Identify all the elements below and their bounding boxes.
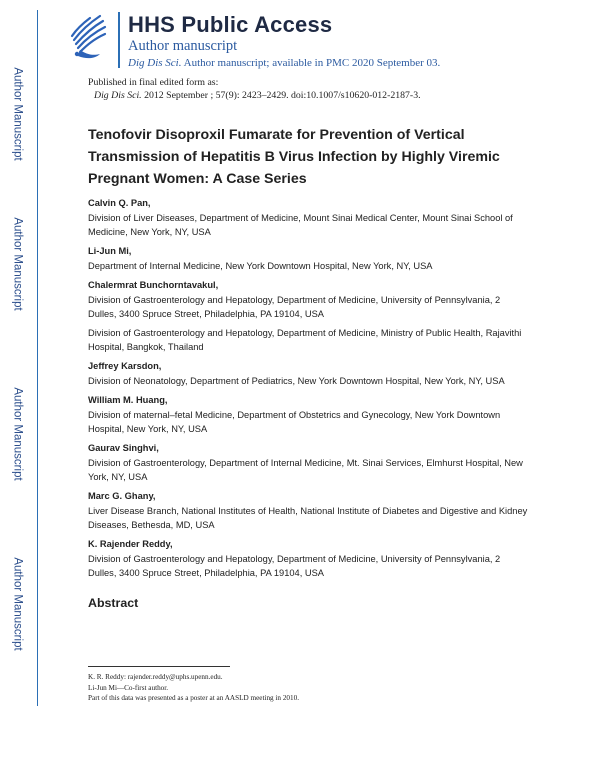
header-rule bbox=[118, 12, 120, 68]
hhs-eagle-logo-icon bbox=[66, 10, 110, 62]
author-entry bbox=[88, 278, 528, 354]
author-name: William M. Huang, bbox=[88, 395, 168, 405]
author-affiliation: Division of Neonatology, Department of Pediatrics, New York Downtown Hospital, New York, NY, USA bbox=[88, 376, 505, 386]
author-list bbox=[88, 196, 528, 585]
publication-info bbox=[88, 76, 421, 102]
brand-title: HHS Public Access bbox=[128, 12, 333, 37]
footnotes bbox=[88, 672, 299, 704]
author-entry bbox=[88, 393, 528, 436]
article-title: Tenofovir Disoproxil Fumarate for Prevention of Vertical Transmission of Hepatitis B Virus Infection by Highly Viremic Pregnant Women: A Case Series bbox=[88, 127, 500, 187]
footnote-line: K. R. Reddy: rajender.reddy@uphs.upenn.edu. bbox=[88, 673, 223, 681]
author-name: K. Rajender Reddy, bbox=[88, 539, 173, 549]
side-label-author-manuscript: Author Manuscript bbox=[12, 217, 25, 311]
footnote-line: Li-Jun Mi—Co-first author. bbox=[88, 683, 169, 692]
author-name: Chalermrat Bunchorntavakul, bbox=[88, 280, 219, 290]
author-affiliation: Division of Gastroenterology and Hepatology, Department of Medicine, Ministry of Public Health, Rajavithi Hospital, Bangkok, Thailand bbox=[88, 328, 522, 352]
side-label-author-manuscript: Author Manuscript bbox=[12, 387, 25, 481]
author-affiliation: Liver Disease Branch, National Institutes of Health, National Institute of Diabetes and Digestive and Kidney Diseases, Bethesda, MD, USA bbox=[88, 506, 528, 530]
author-affiliation: Division of Liver Diseases, Department of Medicine, Mount Sinai Medical Center, Mount Sinai School of Medicine, New York, NY, USA bbox=[88, 213, 513, 237]
author-affiliation: Division of maternal–fetal Medicine, Department of Obstetrics and Gynecology, New York Downtown Hospital, New York, NY, USA bbox=[88, 410, 501, 434]
author-name: Li-Jun Mi, bbox=[88, 246, 132, 256]
header bbox=[128, 12, 440, 69]
abstract-heading: Abstract bbox=[88, 596, 139, 610]
header-citation bbox=[128, 57, 440, 69]
author-name: Gaurav Singhvi, bbox=[88, 443, 159, 453]
side-label-author-manuscript: Author Manuscript bbox=[12, 67, 25, 161]
author-entry bbox=[88, 537, 528, 580]
side-label-author-manuscript: Author Manuscript bbox=[12, 557, 25, 651]
footnote-line: Part of this data was presented as a poster at an AASLD meeting in 2010. bbox=[88, 694, 299, 702]
side-rule bbox=[37, 10, 38, 706]
author-affiliation: Department of Internal Medicine, New York Downtown Hospital, New York, NY, USA bbox=[88, 261, 433, 271]
pubinfo-journal: Dig Dis Sci. bbox=[94, 90, 142, 101]
author-entry bbox=[88, 359, 528, 388]
author-affiliation: Division of Gastroenterology and Hepatology, Department of Medicine, University of Pennsylvania, 2 Dulles, 3400 Spruce Street, Philadelphia, PA 19104, USA bbox=[88, 554, 501, 578]
citation-rest: Author manuscript; available in PMC 2020 September 03. bbox=[181, 57, 441, 69]
footnote-rule bbox=[88, 666, 230, 667]
pubinfo-line1: Published in final edited form as: bbox=[88, 77, 219, 88]
pubinfo-line2 bbox=[88, 89, 421, 102]
header-subtitle: Author manuscript bbox=[128, 38, 238, 54]
author-entry bbox=[88, 489, 528, 532]
author-affiliation: Division of Gastroenterology, Department of Internal Medicine, Mt. Sinai Services, Elmhurst Hospital, New York, NY, USA bbox=[88, 458, 523, 482]
author-name: Marc G. Ghany, bbox=[88, 491, 156, 501]
author-name: Jeffrey Karsdon, bbox=[88, 361, 162, 371]
citation-journal: Dig Dis Sci. bbox=[128, 57, 182, 69]
pubinfo-details: 2012 September ; 57(9): 2423–2429. doi:10.1007/s10620-012-2187-3. bbox=[141, 90, 421, 101]
author-affiliation: Division of Gastroenterology and Hepatology, Department of Medicine, University of Pennsylvania, 2 Dulles, 3400 Spruce Street, Philadelphia, PA 19104, USA bbox=[88, 295, 501, 319]
author-entry bbox=[88, 244, 528, 273]
author-name: Calvin Q. Pan, bbox=[88, 198, 151, 208]
author-entry bbox=[88, 441, 528, 484]
author-entry bbox=[88, 196, 528, 239]
